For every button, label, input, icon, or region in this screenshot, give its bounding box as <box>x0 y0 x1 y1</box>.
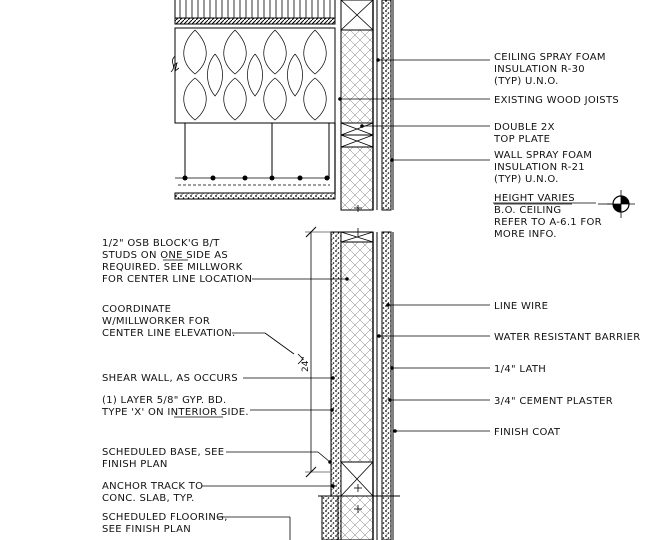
note-ceiling-foam: CEILING SPRAY FOAM INSULATION R-30 (TYP) U.N.O. <box>494 52 606 87</box>
existing-joists <box>175 0 335 24</box>
lower-wall <box>318 228 400 540</box>
note-gyp-board: (1) LAYER 5/8" GYP. BD. TYPE 'X' ON INTERIOR SIDE. <box>102 395 249 418</box>
note-lath: 1/4" LATH <box>494 364 547 375</box>
note-line-wire: LINE WIRE <box>494 301 549 312</box>
note-cement-plaster: 3/4" CEMENT PLASTER <box>494 396 613 407</box>
note-joists: EXISTING WOOD JOISTS <box>494 95 620 106</box>
note-scheduled-base: SCHEDULED BASE, SEE FINISH PLAN <box>102 447 225 470</box>
note-wall-foam: WALL SPRAY FOAM INSULATION R-21 (TYP) U.N.O. <box>494 150 593 185</box>
elevation-marker-icon <box>598 190 635 218</box>
ceiling-spray-foam-insulation <box>173 28 335 123</box>
note-osb-blocking: 1/2" OSB BLOCK'G B/T STUDS ON ONE SIDE AS REQUIRED. SEE MILLWORK FOR CENTER LINE LOCATION <box>102 238 253 285</box>
break-symbol <box>171 56 175 72</box>
note-anchor-track: ANCHOR TRACK TO CONC. SLAB, TYP. <box>102 481 204 504</box>
note-height-varies: HEIGHT VARIES B.O. CEILING REFER TO A-6.1 FOR MORE INFO. <box>494 193 602 240</box>
right-leaders <box>340 60 596 431</box>
note-top-plate: DOUBLE 2X TOP PLATE <box>494 122 555 145</box>
note-finish-coat: FINISH COAT <box>494 427 561 438</box>
note-shear-wall: SHEAR WALL, AS OCCURS <box>102 373 238 384</box>
dimension-label: 24" <box>301 356 311 372</box>
upper-wall <box>341 0 393 212</box>
note-water-barrier: WATER RESISTANT BARRIER <box>494 332 641 343</box>
note-scheduled-flooring: SCHEDULED FLOORING, SEE FINISH PLAN <box>102 512 228 535</box>
ceiling-framing <box>175 123 335 199</box>
note-coordinate: COORDINATE W/MILLWORKER FOR CENTER LINE ELEVATION. <box>102 304 236 339</box>
